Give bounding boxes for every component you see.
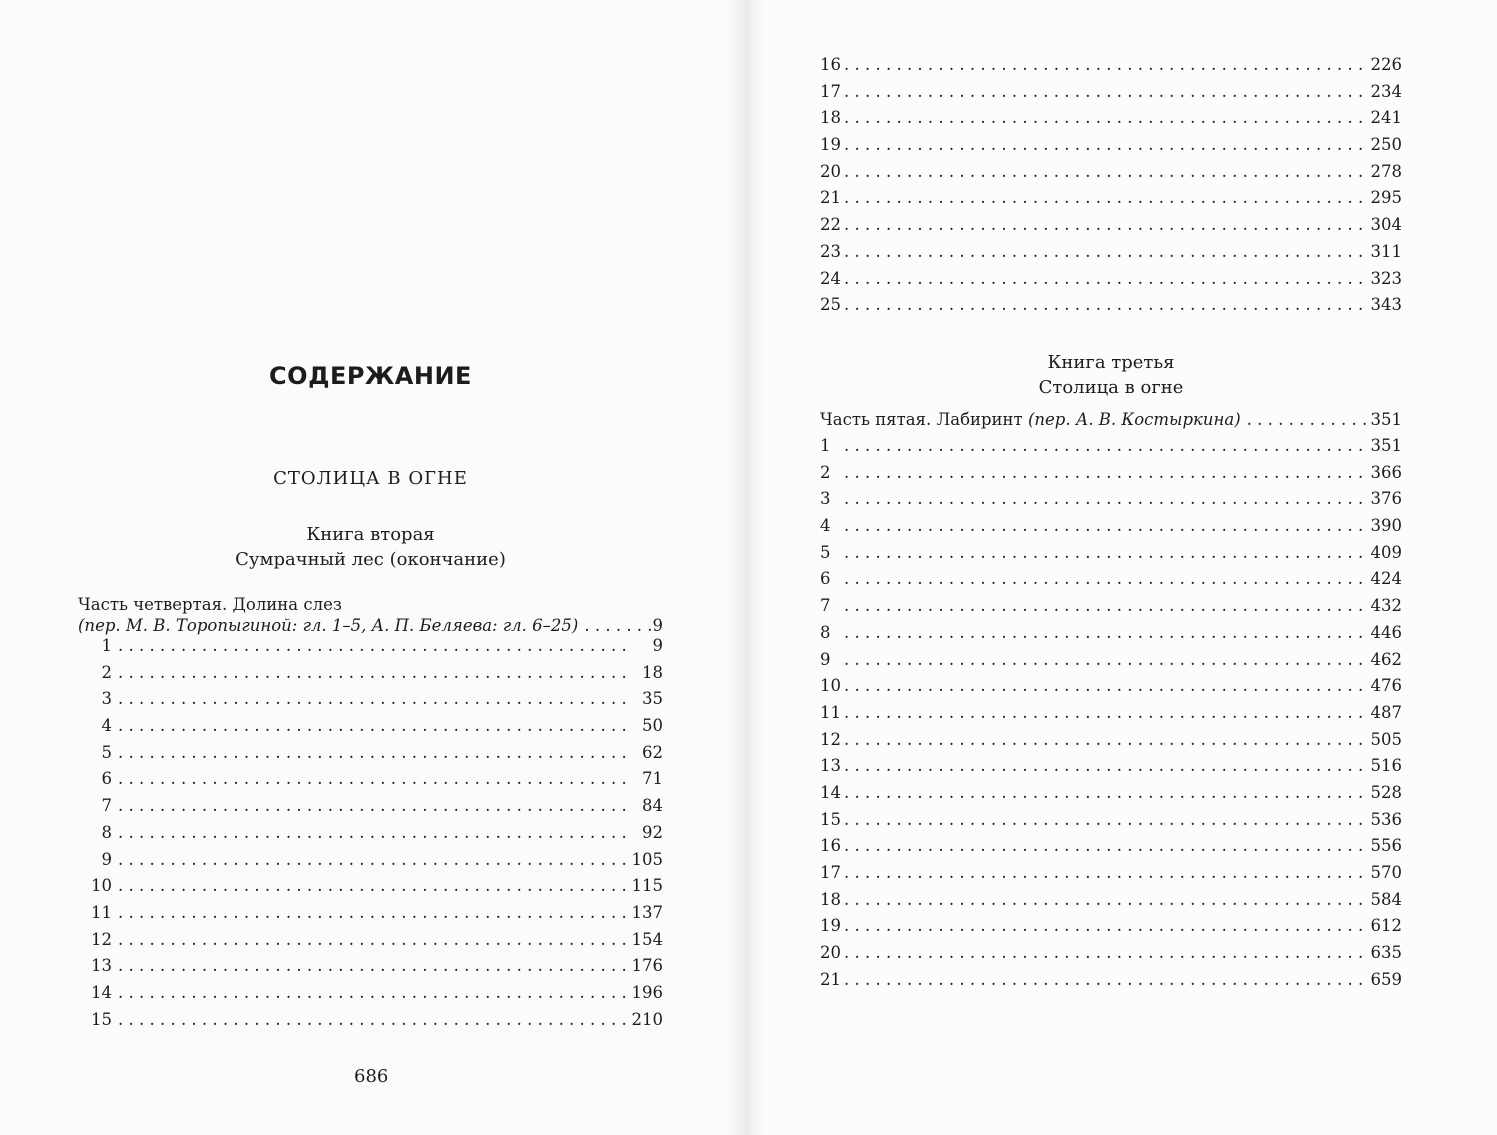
chapter-list xyxy=(78,636,663,1036)
chapter-page: 9 xyxy=(652,636,663,655)
leader-dots xyxy=(844,516,1369,535)
leader-dots xyxy=(118,930,630,949)
page-number: 686 xyxy=(354,1066,389,1087)
chapter-number: 19 xyxy=(820,135,841,155)
chapter-row xyxy=(820,55,1402,82)
leader-dots xyxy=(118,956,630,975)
part-four-entry xyxy=(78,594,663,635)
leader-dots xyxy=(844,295,1369,314)
chapter-row xyxy=(78,1010,663,1037)
chapter-number: 25 xyxy=(820,295,841,315)
chapter-row xyxy=(820,543,1402,570)
chapter-number: 21 xyxy=(820,188,841,208)
chapter-number: 11 xyxy=(820,702,841,722)
chapter-page: 424 xyxy=(1370,569,1402,589)
book-three-heading xyxy=(820,350,1402,400)
book-subtitle: Сумрачный лес (окончание) xyxy=(235,549,506,570)
chapter-page: 323 xyxy=(1370,268,1402,288)
leader-dots xyxy=(844,810,1369,829)
part-page: 9 xyxy=(652,616,663,635)
chapter-row xyxy=(78,956,663,983)
leader-dots xyxy=(118,983,630,1002)
chapter-row xyxy=(820,890,1402,917)
chapter-page: 659 xyxy=(1370,969,1402,989)
chapter-number: 17 xyxy=(820,863,841,882)
leader-dots xyxy=(844,970,1369,989)
leader-dots xyxy=(844,890,1369,909)
part-translator: (пер. А. В. Костыркина) xyxy=(1027,410,1241,429)
chapter-number: 8 xyxy=(820,622,831,642)
chapter-number: 7 xyxy=(101,796,112,816)
chapter-row xyxy=(820,269,1402,296)
part-translators: (пер. М. В. Торопыгиной: гл. 1–5, А. П. Беляева: гл. 6–25) xyxy=(78,616,579,635)
chapter-number: 18 xyxy=(820,108,841,128)
chapter-page: 570 xyxy=(1370,863,1402,882)
leader-dots xyxy=(844,596,1369,615)
gutter-shadow xyxy=(726,0,748,1135)
chapter-number: 11 xyxy=(91,902,112,922)
chapter-number: 24 xyxy=(820,268,841,288)
chapter-number: 15 xyxy=(91,1009,112,1029)
chapter-page: 196 xyxy=(631,982,663,1002)
chapter-row xyxy=(78,930,663,957)
chapter-row xyxy=(820,703,1402,730)
chapter-row xyxy=(820,730,1402,757)
chapter-row xyxy=(78,663,663,690)
chapter-number: 5 xyxy=(101,742,112,762)
leader-dots xyxy=(844,162,1369,181)
leader-dots xyxy=(844,463,1369,482)
chapter-page: 295 xyxy=(1370,188,1402,208)
chapter-row xyxy=(820,463,1402,490)
chapter-row xyxy=(820,863,1402,890)
chapter-page: 528 xyxy=(1370,782,1402,802)
chapter-page: 18 xyxy=(642,662,663,682)
chapter-number: 7 xyxy=(820,596,831,616)
chapter-number: 3 xyxy=(101,689,112,709)
chapter-page: 366 xyxy=(1370,462,1402,482)
chapter-page: 92 xyxy=(642,822,663,842)
chapter-row xyxy=(820,162,1402,189)
chapter-number: 10 xyxy=(820,676,841,696)
chapter-page: 234 xyxy=(1370,81,1402,101)
chapter-number: 6 xyxy=(820,569,831,589)
chapter-page: 35 xyxy=(642,689,663,709)
chapter-page: 505 xyxy=(1370,729,1402,749)
chapter-row xyxy=(820,943,1402,970)
leader-dots xyxy=(844,215,1369,234)
chapter-page: 176 xyxy=(631,956,663,976)
chapter-row xyxy=(820,650,1402,677)
chapter-page: 50 xyxy=(642,716,663,736)
chapter-number: 4 xyxy=(101,716,112,736)
chapter-row xyxy=(820,436,1402,463)
chapter-page: 105 xyxy=(631,849,663,869)
chapter-page: 390 xyxy=(1370,516,1402,536)
chapter-row xyxy=(820,623,1402,650)
part-page: 351 xyxy=(1370,410,1402,429)
chapter-page: 462 xyxy=(1370,649,1402,669)
chapter-number: 16 xyxy=(820,55,841,74)
chapter-number: 20 xyxy=(820,161,841,181)
leader-dots xyxy=(118,689,633,708)
leader-dots xyxy=(844,82,1369,101)
chapter-row xyxy=(820,970,1402,997)
chapter-row xyxy=(820,188,1402,215)
leader-dots xyxy=(844,135,1369,154)
leader-dots xyxy=(844,269,1369,288)
chapter-page: 446 xyxy=(1370,622,1402,642)
chapter-row xyxy=(820,569,1402,596)
chapter-row xyxy=(78,823,663,850)
chapter-page: 84 xyxy=(642,796,663,816)
chapter-number: 13 xyxy=(820,756,841,776)
chapter-page: 343 xyxy=(1370,295,1402,315)
chapter-number: 6 xyxy=(101,769,112,789)
chapter-row xyxy=(78,743,663,770)
chapter-row xyxy=(78,983,663,1010)
chapter-row xyxy=(820,135,1402,162)
part-title: Часть пятая. Лабиринт xyxy=(820,410,1023,429)
chapter-number: 17 xyxy=(820,81,841,101)
chapter-page: 250 xyxy=(1370,135,1402,155)
part-title: Часть четвертая. Долина слез xyxy=(78,595,342,614)
chapter-page: 556 xyxy=(1370,836,1402,856)
chapter-number: 8 xyxy=(101,822,112,842)
leader-dots xyxy=(844,242,1369,261)
leader-dots xyxy=(844,55,1369,74)
chapter-row xyxy=(78,716,663,743)
leader-dots xyxy=(844,436,1369,455)
chapter-number: 16 xyxy=(820,836,841,856)
chapter-page: 584 xyxy=(1370,889,1402,909)
leader-dots xyxy=(844,489,1369,508)
chapter-number: 23 xyxy=(820,241,841,261)
leader-dots xyxy=(118,903,630,922)
left-page xyxy=(0,0,748,1135)
chapter-page: 154 xyxy=(631,929,663,949)
chapter-page: 409 xyxy=(1370,542,1402,562)
leader-dots xyxy=(844,783,1369,802)
chapter-number: 3 xyxy=(820,489,831,509)
chapter-page: 351 xyxy=(1370,436,1402,455)
chapter-page: 62 xyxy=(642,742,663,762)
chapter-row xyxy=(820,82,1402,109)
chapter-row xyxy=(820,108,1402,135)
chapter-number: 2 xyxy=(820,462,831,482)
chapter-page: 304 xyxy=(1370,215,1402,235)
leader-dots xyxy=(118,1010,630,1029)
leader-dots xyxy=(844,569,1369,588)
leader-dots xyxy=(844,943,1369,962)
chapter-page: 612 xyxy=(1370,916,1402,936)
chapter-page: 432 xyxy=(1370,596,1402,616)
leader-dots xyxy=(1247,410,1369,429)
part-line xyxy=(78,616,663,635)
chapter-row xyxy=(78,876,663,903)
chapter-page: 115 xyxy=(631,876,663,896)
chapter-number: 22 xyxy=(820,215,841,235)
chapter-row xyxy=(820,295,1402,322)
leader-dots xyxy=(584,616,650,635)
chapter-page: 278 xyxy=(1370,161,1402,181)
leader-dots xyxy=(118,716,633,735)
chapter-number: 4 xyxy=(820,516,831,536)
chapter-number: 12 xyxy=(820,729,841,749)
leader-dots xyxy=(844,863,1369,882)
book-label: Книга третья xyxy=(1047,352,1175,373)
chapter-row xyxy=(820,242,1402,269)
chapter-number: 21 xyxy=(820,969,841,989)
chapter-row xyxy=(820,516,1402,543)
leader-dots xyxy=(844,188,1369,207)
leader-dots xyxy=(844,836,1369,855)
chapter-page: 241 xyxy=(1370,108,1402,128)
leader-dots xyxy=(844,623,1369,642)
chapter-page: 311 xyxy=(1370,241,1402,261)
chapter-number: 9 xyxy=(101,849,112,869)
chapter-page: 476 xyxy=(1370,676,1402,696)
chapter-page: 210 xyxy=(631,1009,663,1029)
work-title: СТОЛИЦА В ОГНЕ xyxy=(273,468,468,489)
chapter-number: 5 xyxy=(820,542,831,562)
chapter-page: 516 xyxy=(1370,756,1402,776)
chapter-number: 12 xyxy=(91,929,112,949)
leader-dots xyxy=(844,108,1369,127)
chapter-page: 71 xyxy=(642,769,663,789)
leader-dots xyxy=(118,743,633,762)
right-page xyxy=(748,0,1497,1135)
leader-dots xyxy=(844,916,1369,935)
chapter-row xyxy=(78,903,663,930)
chapter-row xyxy=(820,676,1402,703)
chapter-row xyxy=(78,769,663,796)
chapter-row xyxy=(820,756,1402,783)
chapter-page: 635 xyxy=(1370,943,1402,963)
leader-dots xyxy=(844,730,1369,749)
chapter-row xyxy=(820,916,1402,943)
chapter-row xyxy=(78,796,663,823)
chapter-number: 13 xyxy=(91,956,112,976)
leader-dots xyxy=(844,703,1369,722)
book-subtitle: Столица в огне xyxy=(1038,377,1184,398)
chapter-number: 14 xyxy=(91,982,112,1002)
chapter-row xyxy=(820,596,1402,623)
part-line xyxy=(820,410,1402,429)
chapter-row xyxy=(78,689,663,716)
chapter-page: 487 xyxy=(1370,702,1402,722)
part-five-entry xyxy=(820,410,1402,429)
leader-dots xyxy=(118,796,633,815)
chapter-number: 10 xyxy=(91,876,112,896)
leader-dots xyxy=(844,650,1369,669)
chapter-number: 14 xyxy=(820,782,841,802)
chapter-number: 1 xyxy=(101,636,112,655)
leader-dots xyxy=(118,823,633,842)
chapter-number: 19 xyxy=(820,916,841,936)
chapter-row xyxy=(820,489,1402,516)
chapter-number: 20 xyxy=(820,943,841,963)
leader-dots xyxy=(844,543,1369,562)
chapter-row xyxy=(78,850,663,877)
chapter-row xyxy=(820,810,1402,837)
leader-dots xyxy=(118,850,630,869)
chapter-page: 376 xyxy=(1370,489,1402,509)
left-heading-block xyxy=(78,362,663,390)
leader-dots xyxy=(844,676,1369,695)
chapter-number: 2 xyxy=(101,662,112,682)
chapter-number: 18 xyxy=(820,889,841,909)
chapter-row xyxy=(820,836,1402,863)
chapter-row xyxy=(820,215,1402,242)
book-two-heading xyxy=(78,522,663,572)
chapter-page: 226 xyxy=(1370,55,1402,74)
chapter-list-continued xyxy=(820,55,1402,322)
chapter-number: 15 xyxy=(820,809,841,829)
leader-dots xyxy=(118,663,633,682)
chapter-page: 536 xyxy=(1370,809,1402,829)
chapter-page: 137 xyxy=(631,902,663,922)
book-label: Книга вторая xyxy=(306,524,435,545)
chapter-row xyxy=(820,783,1402,810)
leader-dots xyxy=(118,876,630,895)
leader-dots xyxy=(118,636,633,655)
chapter-row xyxy=(78,636,663,663)
gutter-shadow xyxy=(748,0,766,1135)
page-title: СОДЕРЖАНИЕ xyxy=(269,362,472,390)
chapter-number: 1 xyxy=(820,436,831,455)
leader-dots xyxy=(118,769,633,788)
chapter-list xyxy=(820,436,1402,996)
leader-dots xyxy=(844,756,1369,775)
chapter-number: 9 xyxy=(820,649,831,669)
